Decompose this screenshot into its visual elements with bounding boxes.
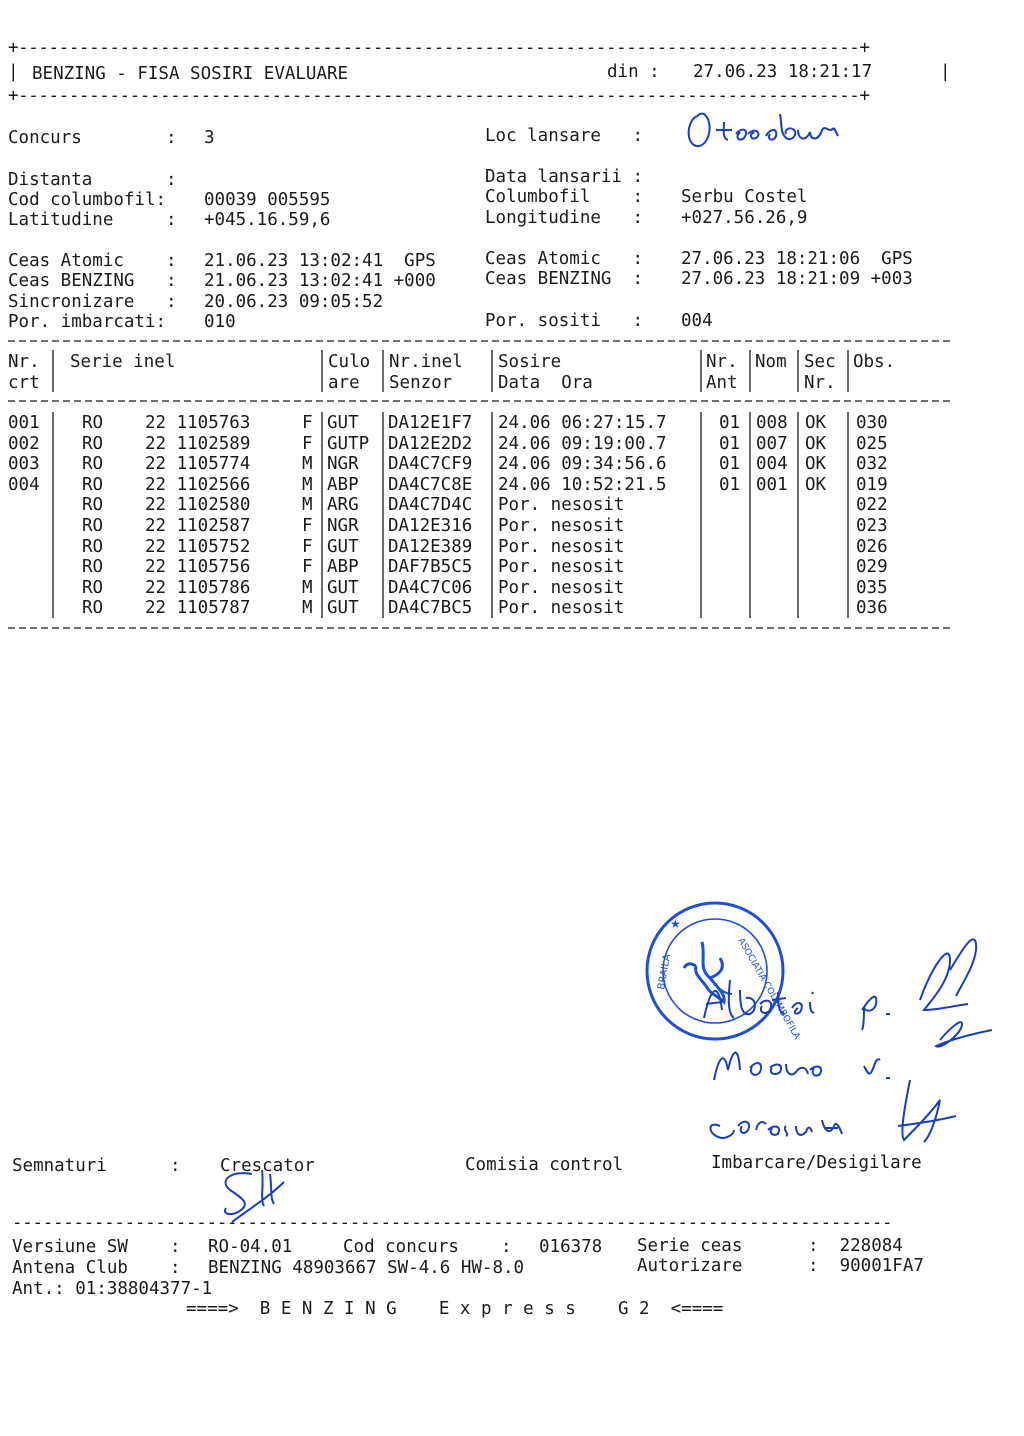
columbofil-label: Columbofil : — [485, 187, 644, 207]
cell-country: RO — [82, 577, 104, 598]
cell-arrival: Por. nesosit — [498, 577, 625, 598]
cell-sensor: DAF7B5C5 — [388, 557, 473, 578]
concurs-label: Concurs : — [8, 128, 177, 148]
cell-obs: 029 — [856, 557, 888, 578]
ant-id: Ant.: 01:38804377-1 — [12, 1279, 213, 1299]
cell-country: RO — [82, 413, 104, 433]
longitudine-label: Longitudine : — [485, 208, 644, 228]
concurs-value: 3 — [204, 128, 215, 148]
cell-country: RO — [82, 557, 104, 578]
cell-nom: 001 — [756, 474, 788, 495]
cell-sex: F — [302, 557, 313, 578]
header-border-bottom: +-----------------------------------------------------------------------------------+ — [8, 86, 870, 106]
cell-nom: 007 — [756, 433, 788, 454]
cell-ring: 22 1105763 — [145, 413, 251, 433]
cell-ring: 22 1105752 — [145, 536, 251, 557]
cod-columbofil-label: Cod columbofil: — [8, 190, 167, 210]
cell-sensor: DA12E2D2 — [388, 433, 473, 454]
data-lansarii-label: Data lansarii : — [485, 167, 644, 187]
cell-color: GUTP — [327, 433, 370, 454]
ceas-atomic-right-value: 27.06.23 18:21:06 GPS — [681, 249, 913, 269]
cell-country: RO — [82, 433, 104, 454]
cell-arrival: 24.06 09:34:56.6 — [498, 454, 667, 475]
cell-color: GUT — [327, 536, 359, 557]
sositi-value: 004 — [681, 311, 713, 331]
cell-sec: OK — [805, 454, 827, 475]
ceas-benzing-left-label: Ceas BENZING : — [8, 271, 177, 291]
cell-sex: M — [302, 598, 313, 619]
benzing-banner: ====> B E N Z I N G E x p r e s s G 2 <==== — [186, 1299, 724, 1319]
cell-obs: 030 — [856, 413, 888, 433]
cell-ant: 01 — [719, 433, 741, 454]
cell-country: RO — [82, 516, 104, 536]
stamp-text-braila: BRAILA — [656, 953, 674, 991]
crescator-label: Crescator — [220, 1156, 315, 1176]
page-title: BENZING - FISA SOSIRI EVALUARE — [32, 64, 349, 84]
cell-arrival: Por. nesosit — [498, 495, 625, 516]
antena-value: BENZING 48903667 SW-4.6 HW-8.0 — [208, 1258, 525, 1278]
cell-ring: 22 1102587 — [145, 516, 251, 536]
header-obs: Obs. — [853, 352, 896, 372]
footer-rule: -------------------------------------------------------------------------------------- — [12, 1213, 893, 1233]
commission-signatures — [700, 930, 1010, 1154]
cell-obs: 019 — [856, 474, 888, 495]
cod-concurs-label: Cod concurs : — [343, 1237, 512, 1257]
cell-obs: 036 — [856, 598, 888, 619]
antena-label: Antena Club : — [12, 1258, 181, 1278]
din-label: din : — [607, 62, 660, 82]
cell-arrival: 24.06 10:52:21.5 — [498, 474, 667, 495]
cell-sec: OK — [805, 433, 827, 454]
loc-lansare-label: Loc lansare : — [485, 126, 644, 146]
imbarcati-label: Por. imbarcati: — [8, 312, 167, 332]
header-ant: Ant — [706, 373, 738, 393]
cell-obs: 025 — [856, 433, 888, 454]
serie-ceas-value: : 228084 — [808, 1236, 903, 1256]
cell-nr: 003 — [8, 454, 40, 475]
sincronizare-value: 20.06.23 09:05:52 — [204, 292, 384, 312]
cell-arrival: Por. nesosit — [498, 598, 625, 619]
cell-color: NGR — [327, 454, 359, 475]
serie-ceas-label: Serie ceas — [637, 1236, 743, 1256]
cell-ring: 22 1105756 — [145, 557, 251, 578]
cell-sex: F — [302, 536, 313, 557]
header-crt: crt — [8, 373, 40, 393]
cell-sensor: DA4C7D4C — [388, 495, 473, 516]
cell-arrival: Por. nesosit — [498, 536, 625, 557]
ceas-atomic-right-label: Ceas Atomic : — [485, 249, 644, 269]
columbofil-value: Serbu Costel — [681, 187, 808, 207]
cell-sex: M — [302, 454, 313, 475]
header-left-bar: | — [8, 62, 19, 82]
cell-arrival: Por. nesosit — [498, 557, 625, 578]
header-sec-nr: Nr. — [804, 373, 836, 393]
distanta-label: Distanta : — [8, 170, 177, 190]
cell-sensor: DA4C7C8E — [388, 474, 473, 495]
cell-sex: M — [302, 495, 313, 516]
cell-obs: 022 — [856, 495, 888, 516]
autorizare-value: : 90001FA7 — [808, 1256, 924, 1276]
cell-obs: 035 — [856, 577, 888, 598]
imbarcati-value: 010 — [204, 312, 236, 332]
cod-columbofil-value: 00039 005595 — [204, 190, 331, 210]
header-sec: Sec — [804, 352, 836, 372]
cell-sex: M — [302, 577, 313, 598]
cell-ring: 22 1102589 — [145, 433, 251, 454]
autorizare-label: Autorizare — [637, 1256, 743, 1276]
print-datetime: 27.06.23 18:21:17 — [693, 62, 873, 82]
cell-nom: 004 — [756, 454, 788, 475]
cell-sensor: DA12E1F7 — [388, 413, 473, 433]
cell-obs: 026 — [856, 536, 888, 557]
latitudine-label: Latitudine : — [8, 210, 177, 230]
cell-sensor: DA4C7CF9 — [388, 454, 473, 475]
header-right-bar: | — [940, 62, 951, 82]
cell-arrival: 24.06 09:19:00.7 — [498, 433, 667, 454]
cell-color: GUT — [327, 413, 359, 433]
ceas-atomic-left-value: 21.06.23 13:02:41 GPS — [204, 251, 436, 271]
cell-country: RO — [82, 598, 104, 619]
header-nr-inel: Nr.inel — [389, 352, 463, 372]
comisia-label: Comisia control — [465, 1155, 624, 1175]
ceas-benzing-right-label: Ceas BENZING : — [485, 269, 644, 289]
stamp-text-asociatia: ASOCIATIA COLUMBOFILA — [735, 936, 802, 1042]
cell-color: NGR — [327, 516, 359, 536]
cell-arrival: Por. nesosit — [498, 516, 625, 536]
header-culo: Culo — [328, 352, 371, 372]
cell-sex: F — [302, 516, 313, 536]
cell-color: ARG — [327, 495, 359, 516]
cell-sensor: DA12E316 — [388, 516, 473, 536]
cell-sensor: DA12E389 — [388, 536, 473, 557]
cell-nr: 001 — [8, 413, 40, 433]
cell-ant: 01 — [719, 413, 741, 433]
cell-nr: 004 — [8, 474, 40, 495]
cell-color: GUT — [327, 577, 359, 598]
ceas-benzing-left-value: 21.06.23 13:02:41 +000 — [204, 271, 436, 291]
cell-obs: 023 — [856, 516, 888, 536]
cell-obs: 032 — [856, 454, 888, 475]
ceas-benzing-right-value: 27.06.23 18:21:09 +003 — [681, 269, 913, 289]
semnaturi-label: Semnaturi : — [12, 1156, 181, 1176]
header-senzor: Senzor — [389, 373, 453, 393]
cell-color: GUT — [327, 598, 359, 619]
header-data-ora: Data Ora — [498, 373, 593, 393]
latitudine-value: +045.16.59,6 — [204, 210, 331, 230]
cell-sec: OK — [805, 413, 827, 433]
versiune-label: Versiune SW : — [12, 1237, 181, 1257]
imbarcare-label: Imbarcare/Desigilare — [711, 1153, 922, 1173]
cell-ring: 22 1102566 — [145, 474, 251, 495]
cod-concurs-value: 016378 — [539, 1237, 603, 1257]
cell-color: ABP — [327, 474, 359, 495]
header-are: are — [328, 373, 360, 393]
sincronizare-label: Sincronizare : — [8, 292, 177, 312]
cell-country: RO — [82, 474, 104, 495]
cell-ant: 01 — [719, 454, 741, 475]
ceas-atomic-left-label: Ceas Atomic : — [8, 251, 177, 271]
header-border-top: +-----------------------------------------------------------------------------------+ — [8, 38, 870, 58]
cell-sensor: DA4C7C06 — [388, 577, 473, 598]
cell-country: RO — [82, 454, 104, 475]
header-nr: Nr. — [8, 352, 40, 372]
cell-nom: 008 — [756, 413, 788, 433]
svg-text:★: ★ — [670, 917, 681, 931]
cell-ring: 22 1102580 — [145, 495, 251, 516]
versiune-value: RO-04.01 — [208, 1237, 293, 1257]
cell-sensor: DA4C7BC5 — [388, 598, 473, 619]
cell-country: RO — [82, 495, 104, 516]
cell-nr: 002 — [8, 433, 40, 454]
cell-ring: 22 1105787 — [145, 598, 251, 619]
cell-sex: M — [302, 474, 313, 495]
longitudine-value: +027.56.26,9 — [681, 208, 808, 228]
cell-ant: 01 — [719, 474, 741, 495]
cell-country: RO — [82, 536, 104, 557]
header-nom: Nom — [755, 352, 787, 372]
sositi-label: Por. sositi : — [485, 311, 644, 331]
header-nr-ant: Nr. — [706, 352, 738, 372]
cell-ring: 22 1105786 — [145, 577, 251, 598]
cell-arrival: 24.06 06:27:15.7 — [498, 413, 667, 433]
cell-sex: F — [302, 413, 313, 433]
header-sosire: Sosire — [498, 352, 562, 372]
cell-sec: OK — [805, 474, 827, 495]
cell-color: ABP — [327, 557, 359, 578]
cell-ring: 22 1105774 — [145, 454, 251, 475]
cell-sex: F — [302, 433, 313, 454]
header-serie-inel: Serie inel — [70, 352, 176, 372]
